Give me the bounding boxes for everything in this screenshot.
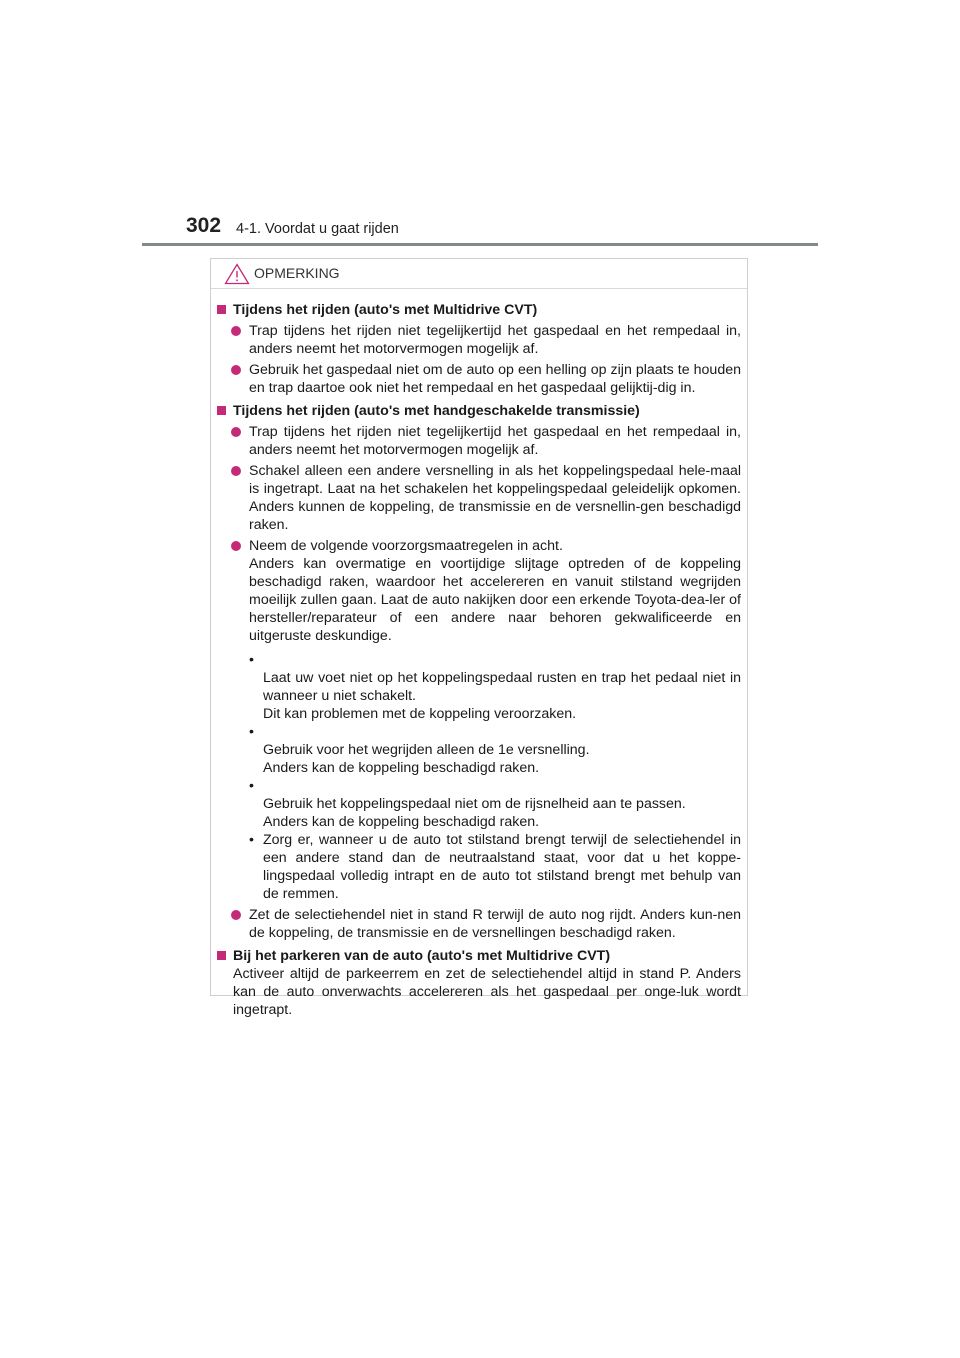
page-header bbox=[186, 214, 826, 244]
section-title: 4-1. Voordat u gaat rijden bbox=[236, 221, 399, 237]
dot-bullet-icon bbox=[231, 466, 241, 476]
list-item-precautions: Neem de volgende voorzorgsmaatregelen in acht. Anders kan overmatige en voortijdige slijtage optreden of de koppeling beschadigd raken, waardoor het accelereren en vanuit stilstand wegrijden moeilijk zullen gaan. Laat de auto nakijken door een erkende Toyota-dea-ler of hersteller/reparateur of een andere naar behoren gekwalificeerde en uitgeruste deskundige. bbox=[217, 537, 741, 645]
list-item: Gebruik het gaspedaal niet om de auto op een helling op zijn plaats te houden en trap daartoe ook niet het rempedaal en het gaspedaal gelijktij-dig in. bbox=[217, 361, 741, 397]
notice-box bbox=[210, 258, 748, 1018]
dot-bullet-icon bbox=[231, 365, 241, 375]
sub-bullet-item: • Gebruik voor het wegrijden alleen de 1e versnelling. Anders kan de koppeling beschadigd raken. bbox=[249, 724, 590, 776]
notice-label: OPMERKING bbox=[254, 265, 340, 281]
dot-bullet-icon bbox=[231, 541, 241, 551]
square-bullet-icon bbox=[217, 406, 226, 415]
sub-bullet-item: • Gebruik het koppelingspedaal niet om de rijsnelheid aan te passen. Anders kan de koppeling beschadigd raken. bbox=[249, 778, 686, 830]
list-item: Trap tijdens het rijden niet tegelijkertijd het gaspedaal en het rempedaal in, anders neemt het motorvermogen mogelijk af. bbox=[217, 322, 741, 358]
sub-bullet-item: • Laat uw voet niet op het koppelingspedaal rusten en trap het pedaal niet in wanneer u niet schakelt. Dit kan problemen met de koppeling veroorzaken. bbox=[249, 652, 741, 722]
sub-bullet-item: • Zorg er, wanneer u de auto tot stilstand brengt terwijl de selectiehendel in een andere stand dan de neutraalstand staat, voor dat u het koppe-lingspedaal volledig intrapt en de auto tot stilstand brengt met behulp van de remmen. bbox=[249, 832, 741, 902]
square-bullet-icon bbox=[217, 951, 226, 960]
page-number: 302 bbox=[186, 214, 222, 237]
list-item: Trap tijdens het rijden niet tegelijkertijd het gaspedaal en het rempedaal in, anders neemt het motorvermogen mogelijk af. bbox=[217, 423, 741, 459]
dot-bullet-icon bbox=[231, 910, 241, 920]
dot-bullet-icon bbox=[231, 427, 241, 437]
section-heading-driving-manual: Tijdens het rijden (auto's met handgeschakelde transmissie) bbox=[217, 402, 741, 420]
section-heading-driving-cvt: Tijdens het rijden (auto's met Multidrive CVT) bbox=[217, 301, 741, 319]
section-heading-parking-cvt: Bij het parkeren van de auto (auto's met Multidrive CVT) bbox=[217, 947, 741, 965]
warning-triangle-icon bbox=[224, 263, 250, 285]
notice-header bbox=[211, 259, 747, 289]
paragraph: Activeer altijd de parkeerrem en zet de selectiehendel altijd in stand P. Anders kan de auto onverwachts accelereren als het gaspedaal per onge-luk wordt ingetrapt. bbox=[233, 966, 741, 1018]
list-item: Schakel alleen een andere versnelling in als het koppelingspedaal hele-maal is ingetrapt. Laat na het schakelen het koppelingspedaal geleidelijk opkomen. Anders kunnen de koppeling, de transmissie en de versnellin-gen beschadigd raken. bbox=[217, 462, 741, 534]
list-item: Zet de selectiehendel niet in stand R terwijl de auto nog rijdt. Anders kun-nen de koppeling, de transmissie en de versnellingen beschadigd raken. bbox=[217, 906, 741, 942]
notice-body bbox=[211, 289, 747, 1019]
header-divider bbox=[142, 243, 818, 246]
square-bullet-icon bbox=[217, 305, 226, 314]
dot-bullet-icon bbox=[231, 326, 241, 336]
